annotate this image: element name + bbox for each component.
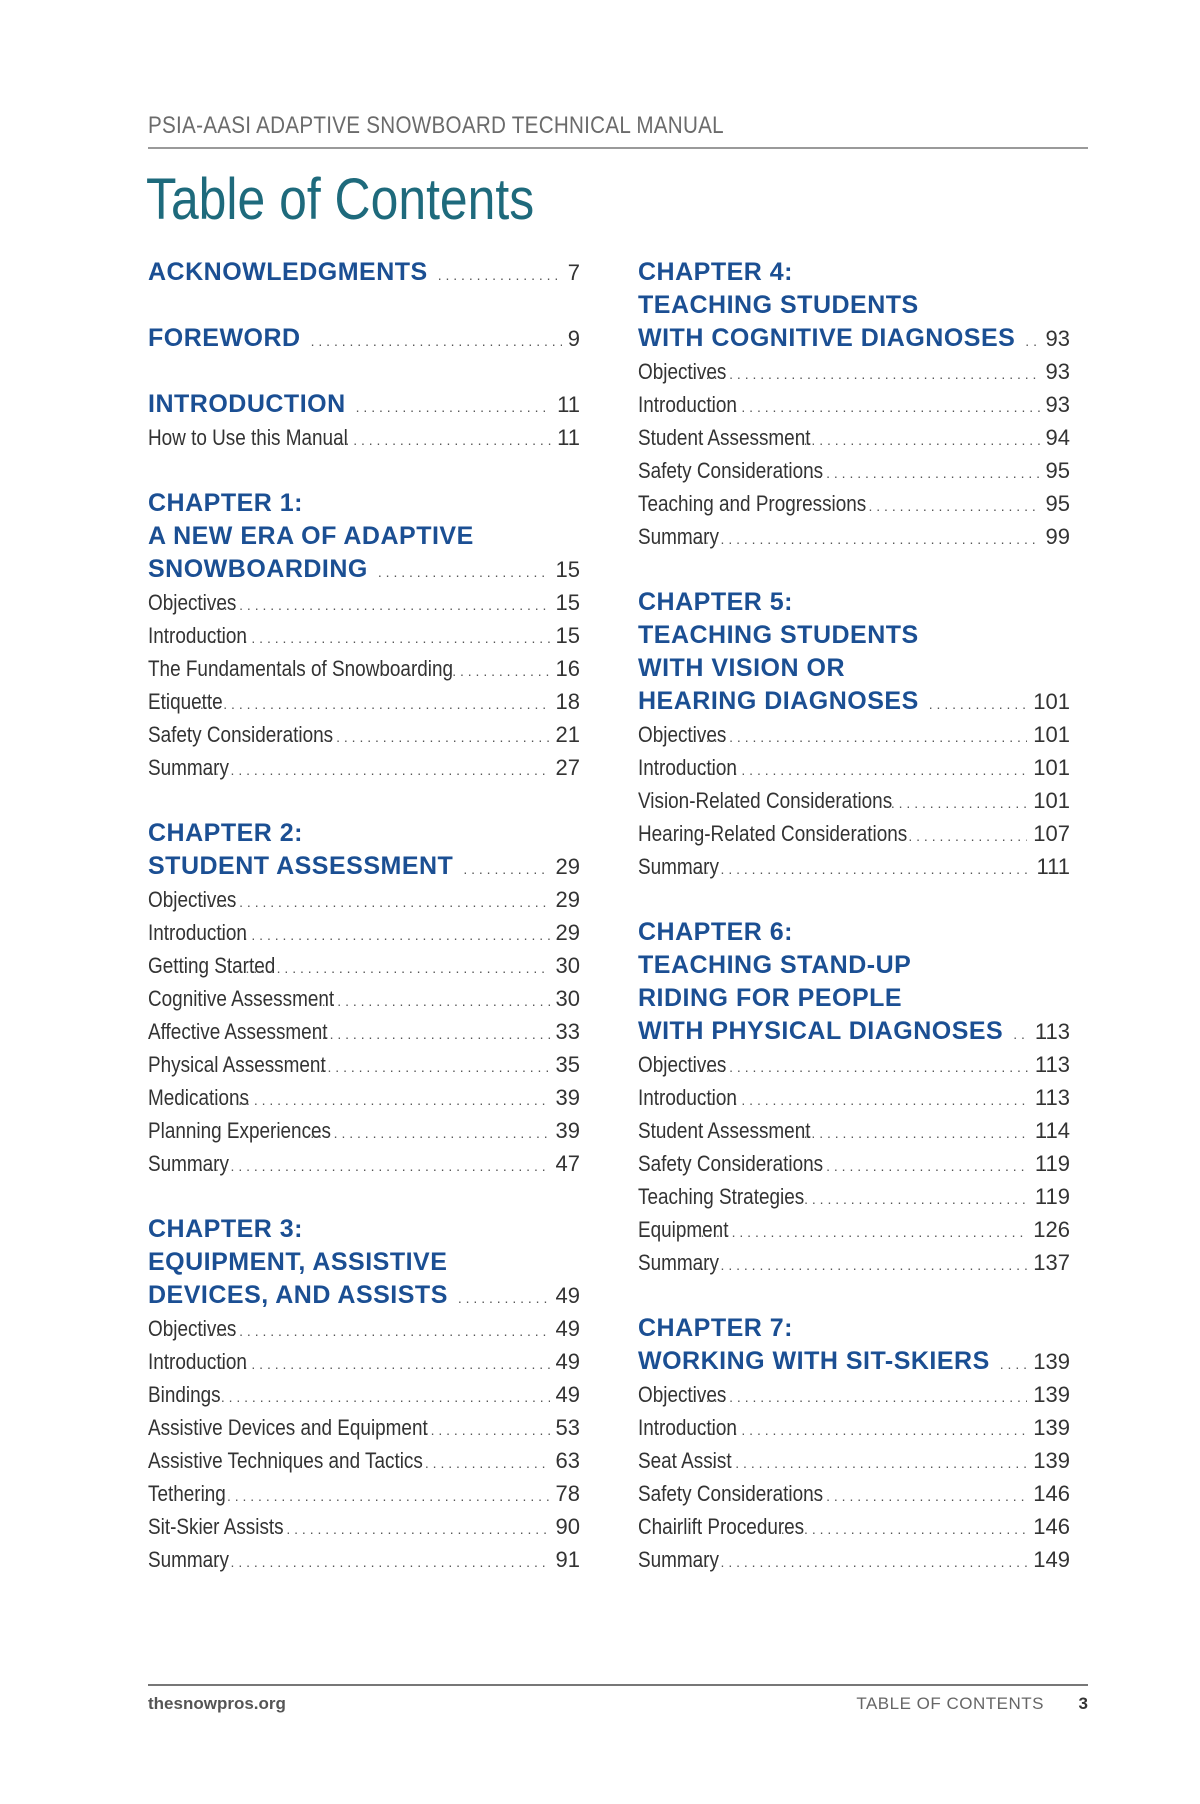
toc-entry[interactable] bbox=[148, 1543, 580, 1576]
toc-entry[interactable] bbox=[148, 949, 580, 982]
entry-page-number: 126 bbox=[1033, 1217, 1070, 1242]
toc-entry[interactable] bbox=[638, 1477, 1070, 1510]
chapter-title: STUDENT ASSESSMENT bbox=[148, 852, 454, 880]
dot-leader bbox=[696, 1447, 1027, 1477]
chapter-entry[interactable] bbox=[148, 322, 580, 355]
entry-title: Objectives bbox=[148, 590, 237, 615]
entry-page-number: 90 bbox=[555, 1514, 580, 1539]
toc-entry[interactable] bbox=[148, 1048, 580, 1081]
toc-entry[interactable] bbox=[638, 1114, 1070, 1147]
chapter-title: WORKING WITH SIT-SKIERS bbox=[638, 1347, 990, 1375]
dot-leader bbox=[184, 688, 549, 718]
entry-page-number: 119 bbox=[1034, 1151, 1070, 1176]
entry-page-number: 15 bbox=[555, 623, 580, 648]
entry-title: Summary bbox=[638, 1250, 719, 1275]
toc-entry[interactable] bbox=[638, 388, 1070, 421]
chapter-page-number: 113 bbox=[1034, 1019, 1070, 1044]
dot-leader bbox=[188, 1480, 549, 1510]
page-number: 3 bbox=[1078, 1694, 1088, 1713]
chapter-page-number: 9 bbox=[567, 326, 580, 351]
chapter-heading-line: WITH VISION OR bbox=[638, 654, 845, 682]
entry-title: Summary bbox=[148, 1151, 229, 1176]
entry-title: Equipment bbox=[638, 1217, 729, 1242]
dot-leader bbox=[682, 853, 1031, 883]
dot-leader bbox=[213, 622, 550, 652]
dot-leader bbox=[781, 1513, 1028, 1543]
dot-leader bbox=[803, 457, 1040, 487]
dot-leader bbox=[693, 1216, 1028, 1246]
toc-section bbox=[638, 256, 1070, 553]
entry-page-number: 93 bbox=[1045, 359, 1070, 384]
entry-page-number: 91 bbox=[555, 1547, 580, 1572]
entry-page-number: 33 bbox=[555, 1019, 580, 1044]
entry-page-number: 49 bbox=[555, 1316, 580, 1341]
toc-entry[interactable] bbox=[148, 751, 580, 784]
chapter-entry[interactable] bbox=[148, 553, 580, 586]
chapter-page-number: 29 bbox=[555, 854, 580, 879]
entry-title: Objectives bbox=[148, 1316, 237, 1341]
dot-leader bbox=[703, 391, 1040, 421]
entry-page-number: 107 bbox=[1033, 821, 1070, 846]
entry-page-number: 94 bbox=[1045, 425, 1070, 450]
entry-title: Safety Considerations bbox=[638, 1481, 824, 1506]
entry-title: Summary bbox=[148, 1547, 229, 1572]
entry-page-number: 146 bbox=[1033, 1481, 1070, 1506]
chapter-heading-line: A NEW ERA OF ADAPTIVE bbox=[148, 522, 474, 550]
chapter-heading-line: CHAPTER 3: bbox=[148, 1215, 304, 1243]
chapter-heading-line: TEACHING STAND-UP bbox=[638, 951, 912, 979]
toc-entry[interactable] bbox=[148, 883, 580, 916]
toc-entry[interactable] bbox=[638, 1213, 1070, 1246]
toc-section bbox=[148, 388, 580, 454]
entry-title: Summary bbox=[638, 854, 719, 879]
entry-title: Introduction bbox=[148, 920, 247, 945]
dot-leader bbox=[682, 1249, 1028, 1279]
toc-entry[interactable] bbox=[638, 1246, 1070, 1279]
toc-entry[interactable] bbox=[148, 1411, 580, 1444]
entry-title: Safety Considerations bbox=[638, 458, 824, 483]
toc-section bbox=[148, 487, 580, 784]
dot-leader bbox=[378, 556, 550, 586]
entry-page-number: 113 bbox=[1034, 1085, 1070, 1110]
entry-title: Introduction bbox=[638, 1415, 737, 1440]
chapter-title: SNOWBOARDING bbox=[148, 555, 368, 583]
toc-section bbox=[638, 586, 1070, 883]
entry-page-number: 111 bbox=[1036, 854, 1070, 879]
chapter-heading-line: CHAPTER 5: bbox=[638, 588, 794, 616]
toc-entry[interactable] bbox=[148, 1147, 580, 1180]
entry-title: Cognitive Assessment bbox=[148, 986, 335, 1011]
chapter-entry[interactable] bbox=[638, 1345, 1070, 1378]
entry-title: Planning Experiences bbox=[148, 1118, 332, 1143]
toc-entry[interactable] bbox=[148, 718, 580, 751]
dot-leader bbox=[330, 424, 551, 454]
toc-entry[interactable] bbox=[638, 421, 1070, 454]
chapter-page-number: 15 bbox=[555, 557, 580, 582]
dot-leader bbox=[853, 490, 1040, 520]
toc-entry[interactable] bbox=[638, 1180, 1070, 1213]
dot-leader bbox=[463, 853, 549, 883]
dot-leader bbox=[200, 589, 549, 619]
entry-title: How to Use this Manual bbox=[148, 425, 348, 450]
entry-title: Teaching Strategies bbox=[638, 1184, 805, 1209]
dot-leader bbox=[246, 952, 550, 982]
toc-section bbox=[638, 916, 1070, 1279]
toc-entry[interactable] bbox=[148, 1510, 580, 1543]
dot-leader bbox=[690, 1051, 1029, 1081]
entry-title: Safety Considerations bbox=[148, 722, 334, 747]
toc-section bbox=[148, 256, 580, 289]
entry-page-number: 93 bbox=[1045, 392, 1070, 417]
toc-entry[interactable] bbox=[148, 586, 580, 619]
entry-page-number: 119 bbox=[1034, 1184, 1070, 1209]
entry-title: Objectives bbox=[638, 359, 727, 384]
dot-leader bbox=[788, 1117, 1029, 1147]
dot-leader bbox=[1025, 325, 1039, 355]
dot-leader bbox=[452, 655, 549, 685]
chapter-page-number: 7 bbox=[567, 260, 580, 285]
toc-entry[interactable] bbox=[148, 916, 580, 949]
entry-page-number: 49 bbox=[555, 1349, 580, 1374]
dot-leader bbox=[883, 787, 1027, 817]
toc-entry[interactable] bbox=[148, 652, 580, 685]
dot-leader bbox=[213, 1348, 550, 1378]
dot-leader bbox=[803, 1480, 1028, 1510]
toc-entry[interactable] bbox=[148, 1477, 580, 1510]
toc-entry[interactable] bbox=[148, 1114, 580, 1147]
entry-title: Tethering bbox=[148, 1481, 226, 1506]
chapter-title: DEVICES, AND ASSISTS bbox=[148, 1281, 448, 1309]
entry-title: Seat Assist bbox=[638, 1448, 732, 1473]
dot-leader bbox=[200, 1315, 549, 1345]
dot-leader bbox=[310, 1117, 549, 1147]
dot-leader bbox=[182, 1381, 550, 1411]
entry-page-number: 113 bbox=[1034, 1052, 1070, 1077]
entry-page-number: 35 bbox=[555, 1052, 580, 1077]
dot-leader bbox=[788, 424, 1039, 454]
dot-leader bbox=[803, 1150, 1029, 1180]
entry-page-number: 29 bbox=[555, 920, 580, 945]
dot-leader bbox=[306, 1018, 549, 1048]
entry-title: Introduction bbox=[148, 623, 247, 648]
dot-leader bbox=[356, 391, 552, 421]
dot-leader bbox=[703, 754, 1028, 784]
entry-title: Introduction bbox=[638, 1085, 737, 1110]
chapter-page-number: 49 bbox=[555, 1283, 580, 1308]
dot-leader bbox=[192, 1150, 550, 1180]
chapter-heading-line: CHAPTER 1: bbox=[148, 489, 304, 517]
toc-entry[interactable] bbox=[638, 454, 1070, 487]
dot-leader bbox=[215, 1084, 550, 1114]
toc-entry[interactable] bbox=[638, 1378, 1070, 1411]
dot-leader bbox=[690, 721, 1027, 751]
chapter-heading-line: TEACHING STUDENTS bbox=[638, 621, 919, 649]
entry-page-number: 30 bbox=[555, 953, 580, 978]
toc-section bbox=[148, 817, 580, 1180]
dot-leader bbox=[192, 1546, 550, 1576]
entry-page-number: 101 bbox=[1033, 788, 1070, 813]
footer-rule bbox=[148, 1684, 1088, 1686]
chapter-title: WITH PHYSICAL DIAGNOSES bbox=[638, 1017, 1004, 1045]
entry-page-number: 137 bbox=[1033, 1250, 1070, 1275]
entry-title: Teaching and Progressions bbox=[638, 491, 867, 516]
entry-page-number: 47 bbox=[555, 1151, 580, 1176]
toc-entry[interactable] bbox=[148, 421, 580, 454]
entry-title: Sit-Skier Assists bbox=[148, 1514, 284, 1539]
toc-entry[interactable] bbox=[638, 1444, 1070, 1477]
toc-entry[interactable] bbox=[638, 751, 1070, 784]
chapter-title: WITH COGNITIVE DIAGNOSES bbox=[638, 324, 1016, 352]
toc-entry[interactable] bbox=[638, 1048, 1070, 1081]
entry-title: Getting Started bbox=[148, 953, 276, 978]
entry-page-number: 49 bbox=[555, 1382, 580, 1407]
dot-leader bbox=[213, 919, 550, 949]
dot-leader bbox=[200, 886, 549, 916]
dot-leader bbox=[304, 1051, 549, 1081]
chapter-title: ACKNOWLEDGMENTS bbox=[148, 258, 428, 286]
dot-leader bbox=[423, 1414, 550, 1444]
toc-entry[interactable] bbox=[638, 520, 1070, 553]
chapter-heading-line: CHAPTER 4: bbox=[638, 258, 794, 286]
toc-entry[interactable] bbox=[148, 982, 580, 1015]
entry-title: Physical Assessment bbox=[148, 1052, 326, 1077]
entry-title: Objectives bbox=[638, 1382, 727, 1407]
chapter-heading-line: RIDING FOR PEOPLE bbox=[638, 984, 903, 1012]
toc-entry[interactable] bbox=[148, 1312, 580, 1345]
toc-entry[interactable] bbox=[148, 619, 580, 652]
entry-title: Etiquette bbox=[148, 689, 223, 714]
chapter-page-number: 11 bbox=[557, 392, 580, 417]
entry-page-number: 16 bbox=[555, 656, 580, 681]
entry-title: Objectives bbox=[638, 722, 727, 747]
toc-entry[interactable] bbox=[638, 487, 1070, 520]
entry-title: Assistive Devices and Equipment bbox=[148, 1415, 428, 1440]
toc-entry[interactable] bbox=[638, 784, 1070, 817]
chapter-title: INTRODUCTION bbox=[148, 390, 346, 418]
dot-leader bbox=[690, 1381, 1027, 1411]
entry-title: Bindings bbox=[148, 1382, 221, 1407]
entry-page-number: 21 bbox=[555, 722, 580, 747]
dot-leader bbox=[929, 688, 1028, 718]
entry-page-number: 95 bbox=[1045, 458, 1070, 483]
chapter-heading-line: EQUIPMENT, ASSISTIVE bbox=[148, 1248, 448, 1276]
entry-page-number: 53 bbox=[555, 1415, 580, 1440]
chapter-heading-line: CHAPTER 6: bbox=[638, 918, 794, 946]
toc-section bbox=[638, 1312, 1070, 1576]
dot-leader bbox=[703, 1084, 1029, 1114]
toc-entry[interactable] bbox=[148, 1081, 580, 1114]
entry-title: Introduction bbox=[638, 392, 737, 417]
entry-title: Student Assessment bbox=[638, 425, 811, 450]
entry-page-number: 139 bbox=[1033, 1448, 1070, 1473]
toc-column-right bbox=[638, 256, 1070, 1609]
dot-leader bbox=[1013, 1018, 1029, 1048]
toc-entry[interactable] bbox=[638, 1081, 1070, 1114]
entry-title: Introduction bbox=[638, 755, 737, 780]
dot-leader bbox=[682, 1546, 1028, 1576]
chapter-heading-line: TEACHING STUDENTS bbox=[638, 291, 919, 319]
dot-leader bbox=[690, 358, 1039, 388]
entry-title: Student Assessment bbox=[638, 1118, 811, 1143]
dot-leader bbox=[458, 1282, 550, 1312]
header-rule bbox=[148, 147, 1088, 149]
chapter-heading-line: CHAPTER 7: bbox=[638, 1314, 794, 1342]
entry-page-number: 146 bbox=[1033, 1514, 1070, 1539]
dot-leader bbox=[901, 820, 1028, 850]
toc-entry[interactable] bbox=[638, 850, 1070, 883]
entry-title: The Fundamentals of Snowboarding bbox=[148, 656, 454, 681]
entry-title: Safety Considerations bbox=[638, 1151, 824, 1176]
toc-entry[interactable] bbox=[148, 685, 580, 718]
entry-title: Summary bbox=[148, 755, 229, 780]
toc-entry[interactable] bbox=[638, 1510, 1070, 1543]
chapter-page-number: 93 bbox=[1045, 326, 1070, 351]
dot-leader bbox=[781, 1183, 1029, 1213]
entry-title: Medications bbox=[148, 1085, 249, 1110]
entry-page-number: 139 bbox=[1033, 1382, 1070, 1407]
entry-page-number: 63 bbox=[555, 1448, 580, 1473]
dot-leader bbox=[438, 259, 562, 289]
toc-entry[interactable] bbox=[638, 355, 1070, 388]
chapter-entry[interactable] bbox=[638, 1015, 1070, 1048]
entry-title: Vision-Related Considerations bbox=[638, 788, 893, 813]
running-head: PSIA-AASI ADAPTIVE SNOWBOARD TECHNICAL MANUAL bbox=[148, 112, 724, 139]
entry-page-number: 95 bbox=[1045, 491, 1070, 516]
dot-leader bbox=[314, 985, 550, 1015]
chapter-heading-line: CHAPTER 2: bbox=[148, 819, 304, 847]
chapter-entry[interactable] bbox=[638, 685, 1070, 718]
entry-page-number: 15 bbox=[555, 590, 580, 615]
entry-page-number: 27 bbox=[555, 755, 580, 780]
toc-entry[interactable] bbox=[148, 1378, 580, 1411]
entry-title: Summary bbox=[638, 524, 719, 549]
toc-entry[interactable] bbox=[148, 1444, 580, 1477]
page-title: Table of Contents bbox=[146, 167, 535, 232]
entry-page-number: 39 bbox=[555, 1085, 580, 1110]
entry-page-number: 30 bbox=[555, 986, 580, 1011]
entry-title: Objectives bbox=[638, 1052, 727, 1077]
entry-title: Introduction bbox=[148, 1349, 247, 1374]
toc-entry[interactable] bbox=[638, 1411, 1070, 1444]
entry-page-number: 114 bbox=[1034, 1118, 1070, 1143]
toc-entry[interactable] bbox=[638, 718, 1070, 751]
entry-page-number: 18 bbox=[555, 689, 580, 714]
entry-title: Hearing-Related Considerations bbox=[638, 821, 908, 846]
entry-title: Objectives bbox=[148, 887, 237, 912]
dot-leader bbox=[1000, 1348, 1028, 1378]
dot-leader bbox=[703, 1414, 1028, 1444]
footer-section-label: TABLE OF CONTENTS bbox=[856, 1694, 1044, 1713]
entry-page-number: 101 bbox=[1033, 722, 1070, 747]
chapter-entry[interactable] bbox=[148, 256, 580, 289]
chapter-page-number: 139 bbox=[1033, 1349, 1070, 1374]
dot-leader bbox=[311, 325, 562, 355]
entry-page-number: 99 bbox=[1045, 524, 1070, 549]
toc-entry[interactable] bbox=[148, 1345, 580, 1378]
toc-entry[interactable] bbox=[638, 817, 1070, 850]
chapter-title: HEARING DIAGNOSES bbox=[638, 687, 919, 715]
chapter-page-number: 101 bbox=[1033, 689, 1070, 714]
dot-leader bbox=[682, 523, 1040, 553]
entry-page-number: 78 bbox=[555, 1481, 580, 1506]
entry-title: Affective Assessment bbox=[148, 1019, 328, 1044]
entry-page-number: 29 bbox=[555, 887, 580, 912]
entry-page-number: 39 bbox=[555, 1118, 580, 1143]
toc-section bbox=[148, 1213, 580, 1576]
toc-entry[interactable] bbox=[148, 1015, 580, 1048]
dot-leader bbox=[313, 721, 550, 751]
chapter-title: FOREWORD bbox=[148, 324, 301, 352]
chapter-entry[interactable] bbox=[638, 322, 1070, 355]
dot-leader bbox=[417, 1447, 549, 1477]
entry-page-number: 149 bbox=[1033, 1547, 1070, 1572]
chapter-entry[interactable] bbox=[148, 850, 580, 883]
toc-section bbox=[148, 322, 580, 355]
dot-leader bbox=[255, 1513, 549, 1543]
chapter-entry[interactable] bbox=[148, 1279, 580, 1312]
entry-page-number: 11 bbox=[557, 425, 580, 450]
toc-entry[interactable] bbox=[638, 1147, 1070, 1180]
entry-title: Chairlift Procedures bbox=[638, 1514, 805, 1539]
entry-title: Summary bbox=[638, 1547, 719, 1572]
footer-site[interactable]: thesnowpros.org bbox=[148, 1694, 286, 1713]
entry-page-number: 139 bbox=[1033, 1415, 1070, 1440]
dot-leader bbox=[192, 754, 550, 784]
toc-column-left bbox=[148, 256, 580, 1609]
chapter-entry[interactable] bbox=[148, 388, 580, 421]
toc-entry[interactable] bbox=[638, 1543, 1070, 1576]
entry-title: Assistive Techniques and Tactics bbox=[148, 1448, 423, 1473]
entry-page-number: 101 bbox=[1033, 755, 1070, 780]
